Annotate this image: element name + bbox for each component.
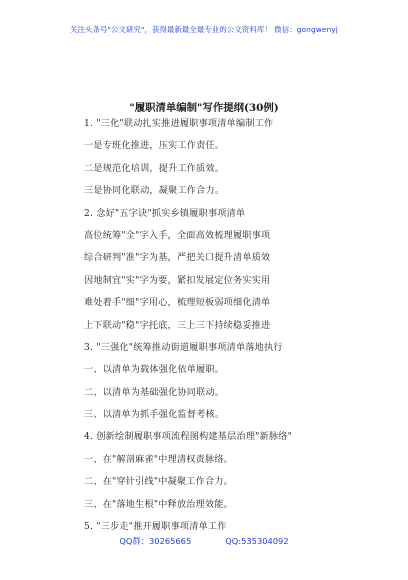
body-line: 三、在"落地生根"中释放治理效能。: [84, 499, 234, 510]
body-line: 上下联动"稳"字托底，三上三下持续稳妥推进: [84, 320, 271, 331]
body-line: 一、以清单为载体强化依单履职。: [84, 365, 225, 376]
header-promo-note: 关注头条号"公文研究"，获得最新最全最专业的公文资料库！ 微信：gongwenyj: [70, 25, 338, 34]
body-line: 二、以清单为基础强化协同联动。: [84, 387, 225, 398]
body-line: 综合研判"准"字为基，严把关口提升清单质效: [84, 253, 271, 264]
body-line: 二是规范化培训，提升工作质效。: [84, 163, 225, 174]
body-line: 因地制宜"实"字为要，紧扣发展定位务实实用: [84, 275, 271, 286]
heading-item-1: 1. "三化"联动扎实推进履职事项清单编制工作: [84, 119, 274, 129]
body-line: 难处着手"细"字用心，梳理短板弱项细化清单: [84, 298, 271, 309]
body-line: 三、以清单为抓手强化监督考核。: [84, 410, 225, 421]
heading-item-3: 3. "三强化"统筹推动街道履职事项清单落地执行: [84, 342, 283, 353]
body-line: 一是专班化推进，压实工作责任。: [84, 141, 225, 152]
body-line: 三是协同化联动，凝聚工作合力。: [84, 186, 225, 197]
document-title: "履职清单编制"写作提纲(30例): [129, 102, 279, 114]
footer-qq: QQ:535304092: [225, 536, 289, 546]
body-line: 高位统筹"全"字入手，全面高效梳理履职事项: [84, 230, 271, 241]
heading-item-5: 5. "三步走"推开履职事项清单工作: [84, 522, 227, 533]
body-line: 一、在"解剖麻雀"中理清权责脉络。: [84, 454, 234, 465]
body-line: 二、在"穿针引线"中凝聚工作合力。: [84, 477, 234, 488]
heading-item-2: 2. 念好"五字诀"抓实乡镇履职事项清单: [84, 208, 246, 219]
heading-item-4: 4. 创新绘制履职事项流程图构建基层治理"新脉络": [84, 432, 293, 443]
document-body: [84, 113, 380, 538]
footer-qq-group: QQ群：30265665: [119, 536, 192, 546]
footer-contact: [0, 535, 408, 547]
